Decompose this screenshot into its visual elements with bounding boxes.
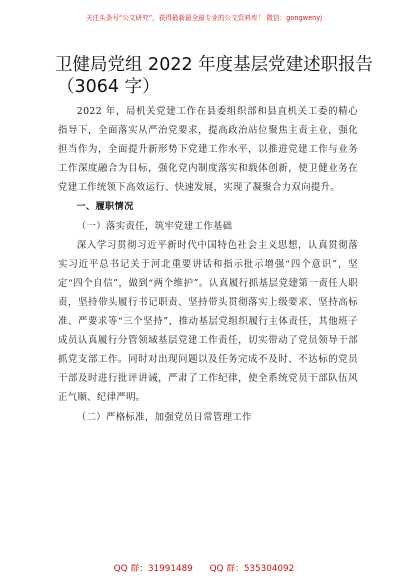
subsection-heading-2: （二）严格标准，加强党员日常管理工作 <box>76 411 252 423</box>
title-word-count: （3064 字） <box>57 77 160 97</box>
subsection-paragraph: 深入学习贯彻习近平新时代中国特色社会主义思想，认真贯彻落实习近平总书记关于河北重要讲话和指示批示增强“四个意识”，坚定“四个自信”，做到“两个维护”。认真履行抓基层党建第一责任人职责，坚持带头履行书记职责、坚持带头贯彻落实上级要求、坚持高标准、严要求等“三个坚持”，推动基层党组织履行主体责任，其他班子成员认真履行分管领域基层党建工作责任，切实带动了党员领导干部抓党支部工作。同时对出现问题以及任务完成不及时、不达标的党员干部及时进行批评讲诫，严肃了工作纪律，使全系统党员干部队伍风正气顺、纪律严明。 <box>58 239 358 404</box>
intro-paragraph: 2022 年，局机关党建工作在县委组织部和县直机关工委的精心指导下，全面落实从严治党要求，提高政治站位聚焦主责主业，强化担当作为，全面提升新形势下党建工作水平，以推进党建工作与业务工作深度融合为目标，强化党内制度落实和载体创新，使卫健业务在党建工作统领下高效运行、快速发展，实现了凝聚合力双向提升。 <box>58 106 358 194</box>
title-line-1: 卫健局党组 2022 年度基层党建述职报告 <box>55 55 374 75</box>
document-title <box>55 54 385 98</box>
subsection-heading: （一）落实责任，筑牢党建工作基础 <box>76 220 233 232</box>
footer-qq-2: QQ 群：535304092 <box>209 564 295 574</box>
section-heading: 一、履职情况 <box>76 201 134 213</box>
header-banner: 关注头条号“公文研究”，获得最新最全最专业的公文资料库！ 微信：gongwenyj <box>85 14 323 22</box>
footer-qq-groups <box>0 561 408 574</box>
footer-qq-1: QQ 群：31991489 <box>113 564 193 574</box>
document-body <box>58 102 358 427</box>
